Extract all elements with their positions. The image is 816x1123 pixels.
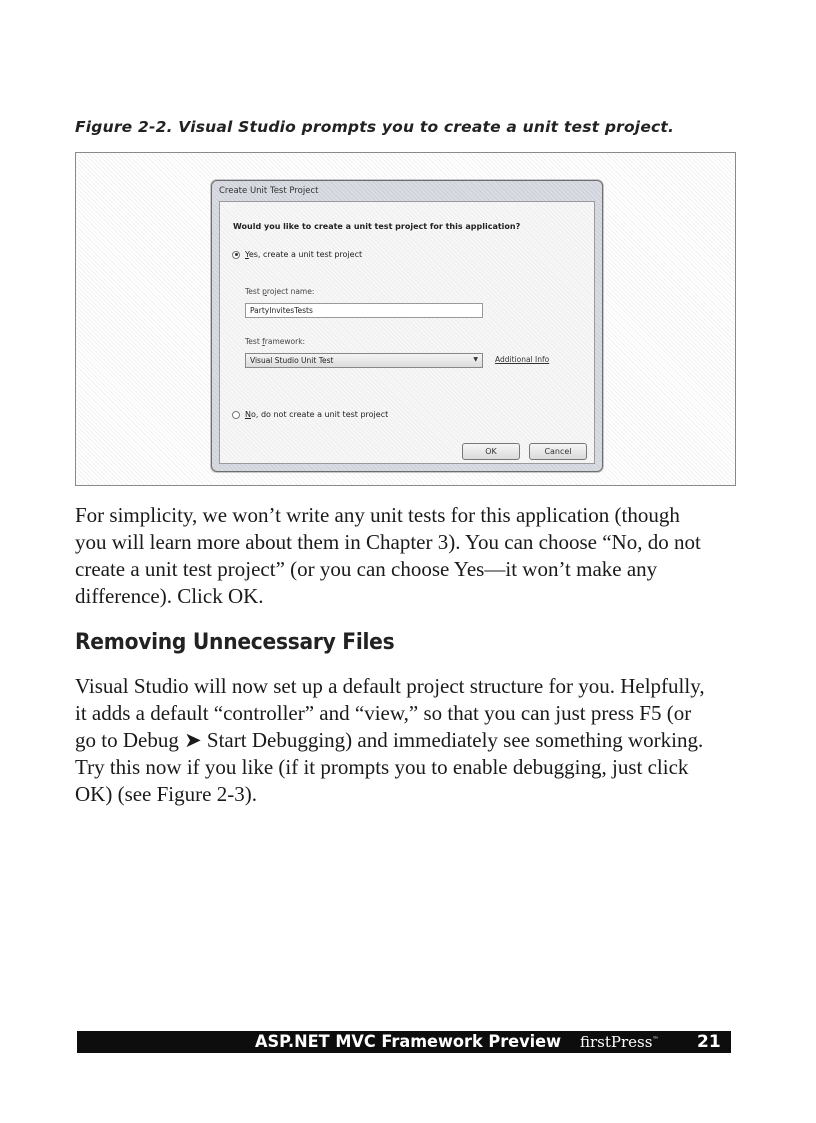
dropdown-arrow-icon: ▼ bbox=[473, 356, 478, 363]
dialog-body bbox=[219, 201, 595, 464]
text-line: Visual Studio will now set up a default project structure for you. Helpfully, bbox=[75, 674, 705, 698]
footer-publisher: firstPress™ bbox=[580, 1033, 659, 1051]
create-unit-test-dialog bbox=[211, 180, 603, 472]
body-paragraph-2 bbox=[75, 673, 755, 808]
project-name-input[interactable]: PartyInvitesTests bbox=[245, 303, 483, 318]
text-line: go to Debug ➤ Start Debugging) and immediately see something working. bbox=[75, 728, 704, 752]
text-line: you will learn more about them in Chapter 3). You can choose “No, do not bbox=[75, 530, 701, 554]
project-name-label: Test project name: bbox=[245, 287, 315, 296]
radio-no[interactable] bbox=[232, 411, 240, 419]
dialog-question: Would you like to create a unit test project for this application? bbox=[233, 222, 521, 231]
option-no-label: No, do not create a unit test project bbox=[245, 410, 389, 419]
framework-label: Test framework: bbox=[245, 337, 306, 346]
dialog-title: Create Unit Test Project bbox=[219, 186, 319, 196]
radio-yes[interactable] bbox=[232, 251, 240, 259]
text-line: For simplicity, we won’t write any unit tests for this application (though bbox=[75, 503, 680, 527]
cancel-button[interactable]: Cancel bbox=[529, 443, 587, 460]
figure-caption: Figure 2-2. Visual Studio prompts you to create a unit test project. bbox=[75, 118, 675, 136]
footer-book-title: ASP.NET MVC Framework Preview bbox=[255, 1032, 562, 1052]
text-line: it adds a default “controller” and “view,” so that you can just press F5 (or bbox=[75, 701, 692, 725]
framework-select[interactable] bbox=[245, 353, 483, 368]
body-paragraph-1 bbox=[75, 502, 755, 610]
ok-button[interactable]: OK bbox=[462, 443, 520, 460]
page-number: 21 bbox=[697, 1032, 721, 1052]
option-yes[interactable] bbox=[232, 250, 362, 259]
framework-select-value: Visual Studio Unit Test bbox=[250, 356, 334, 365]
text-line: difference). Click OK. bbox=[75, 584, 264, 608]
text-line: OK) (see Figure 2-3). bbox=[75, 782, 257, 806]
section-heading: Removing Unnecessary Files bbox=[75, 630, 395, 655]
text-line: Try this now if you like (if it prompts you to enable debugging, just click bbox=[75, 755, 689, 779]
option-no[interactable] bbox=[232, 410, 388, 419]
text-line: create a unit test project” (or you can choose Yes—it won’t make any bbox=[75, 557, 658, 581]
additional-info-link[interactable]: Additional Info bbox=[495, 355, 550, 364]
page-footer bbox=[77, 1031, 731, 1053]
option-yes-label: Yes, create a unit test project bbox=[245, 250, 363, 259]
